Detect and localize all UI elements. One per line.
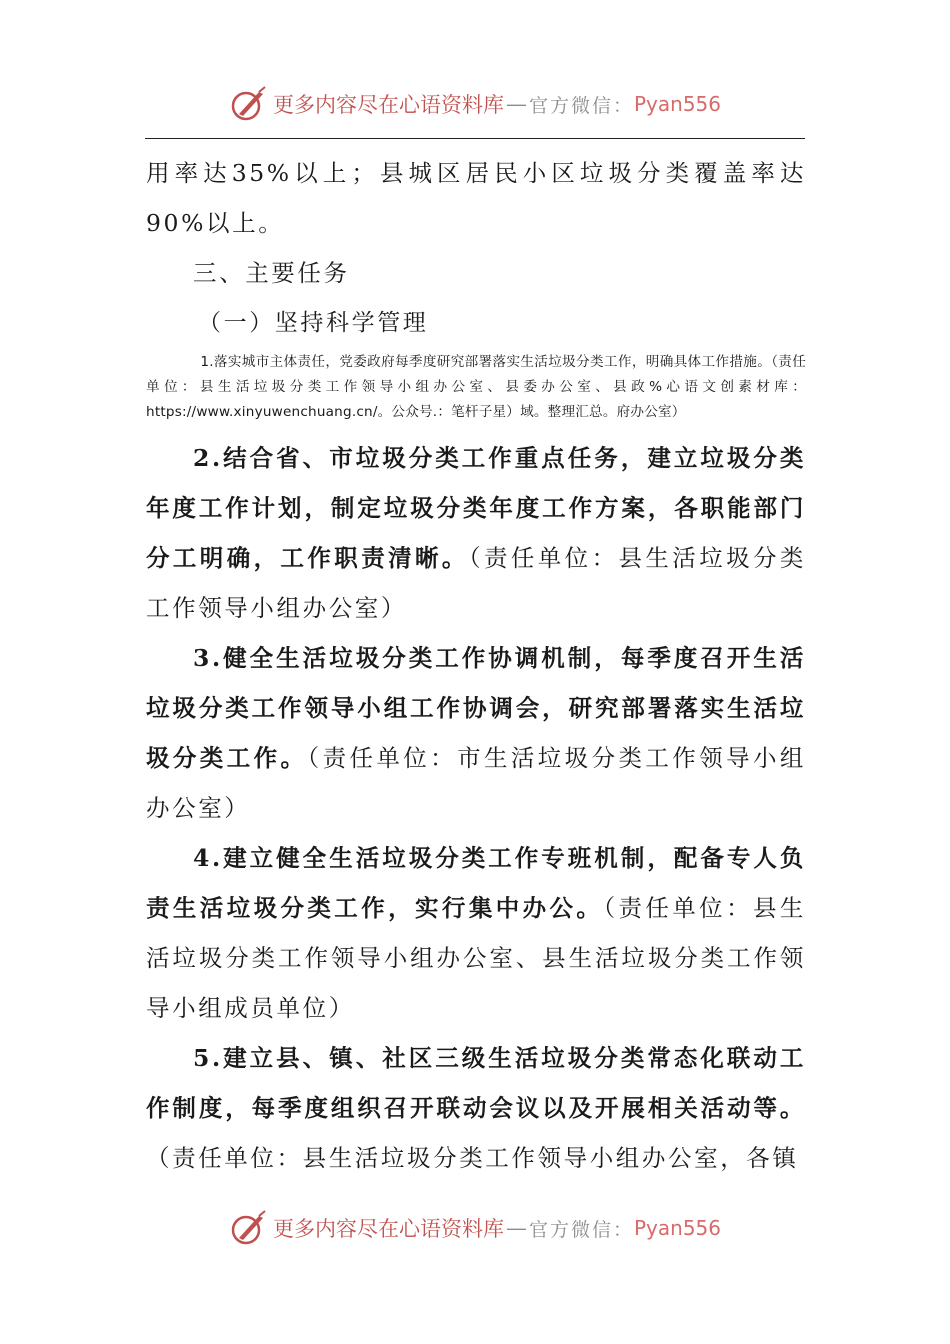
subsection-title: （一）坚持科学管理 <box>198 310 429 336</box>
item-5-task: 5.建立县、镇、社区三级生活垃圾分类常态化联动工作制度，每季度组织召开联动会议以及开展相关活动等。 <box>146 1044 806 1122</box>
wechat-label: 官方微信： <box>528 94 634 117</box>
pen-logo-icon <box>229 84 269 124</box>
section-title: 三、主要任务 <box>193 259 350 287</box>
item-5 <box>146 1033 806 1183</box>
header-rule <box>145 138 805 139</box>
item-2-responsible: （责任单位：县生活垃圾分类工作领导小组办公室） <box>146 544 806 622</box>
item-4-task: 4.建立健全生活垃圾分类工作专班机制，配备专人负责生活垃圾分类工作，实行集中办公。 <box>146 844 806 922</box>
item-3 <box>146 633 806 833</box>
item-1: 1.落实城市主体责任，党委政府每季度研究部署落实生活垃圾分类工作，明确具体工作措施。（责任单位：县生活垃圾分类工作领导小组办公室、县委办公室、县政%心语文创素材库：https://www.xinyuwenchuang.cn/。公众号.：笔杆子星）域。整理汇总。府办公室） <box>146 354 806 420</box>
item-5-responsible: （责任单位：县生活垃圾分类工作领导小组办公室，各镇 <box>146 1144 799 1172</box>
wechat-id: Pyan556 <box>634 1216 722 1240</box>
footer-watermark <box>0 1208 950 1248</box>
watermark-text: 更多内容尽在心语资料库 <box>272 93 504 117</box>
item-3-responsible: （责任单位：市生活垃圾分类工作领导小组办公室） <box>146 744 806 822</box>
watermark-text: 更多内容尽在心语资料库 <box>272 1217 504 1241</box>
document-body <box>146 148 806 1183</box>
item-3-task: 3.健全生活垃圾分类工作协调机制，每季度召开生活垃圾分类工作领导小组工作协调会，研究部署落实生活垃圾分类工作。 <box>146 644 806 772</box>
pen-logo-icon <box>229 1208 269 1248</box>
paragraph-continuation: 用率达35%以上；县城区居民小区垃圾分类覆盖率达90%以上。 <box>146 159 806 237</box>
wechat-label: 官方微信： <box>528 1218 634 1241</box>
item-4 <box>146 833 806 1033</box>
header-watermark <box>0 84 950 124</box>
watermark-separator: — <box>505 1216 527 1240</box>
watermark-separator: — <box>505 92 527 116</box>
item-2 <box>146 433 806 633</box>
item-2-task: 2.结合省、市垃圾分类工作重点任务，建立垃圾分类年度工作计划，制定垃圾分类年度工作方案，各职能部门分工明确，工作职责清晰。 <box>146 444 806 572</box>
item-4-responsible: （责任单位：县生活垃圾分类工作领导小组办公室、县生活垃圾分类工作领导小组成员单位） <box>146 894 806 1022</box>
wechat-id: Pyan556 <box>634 92 722 116</box>
